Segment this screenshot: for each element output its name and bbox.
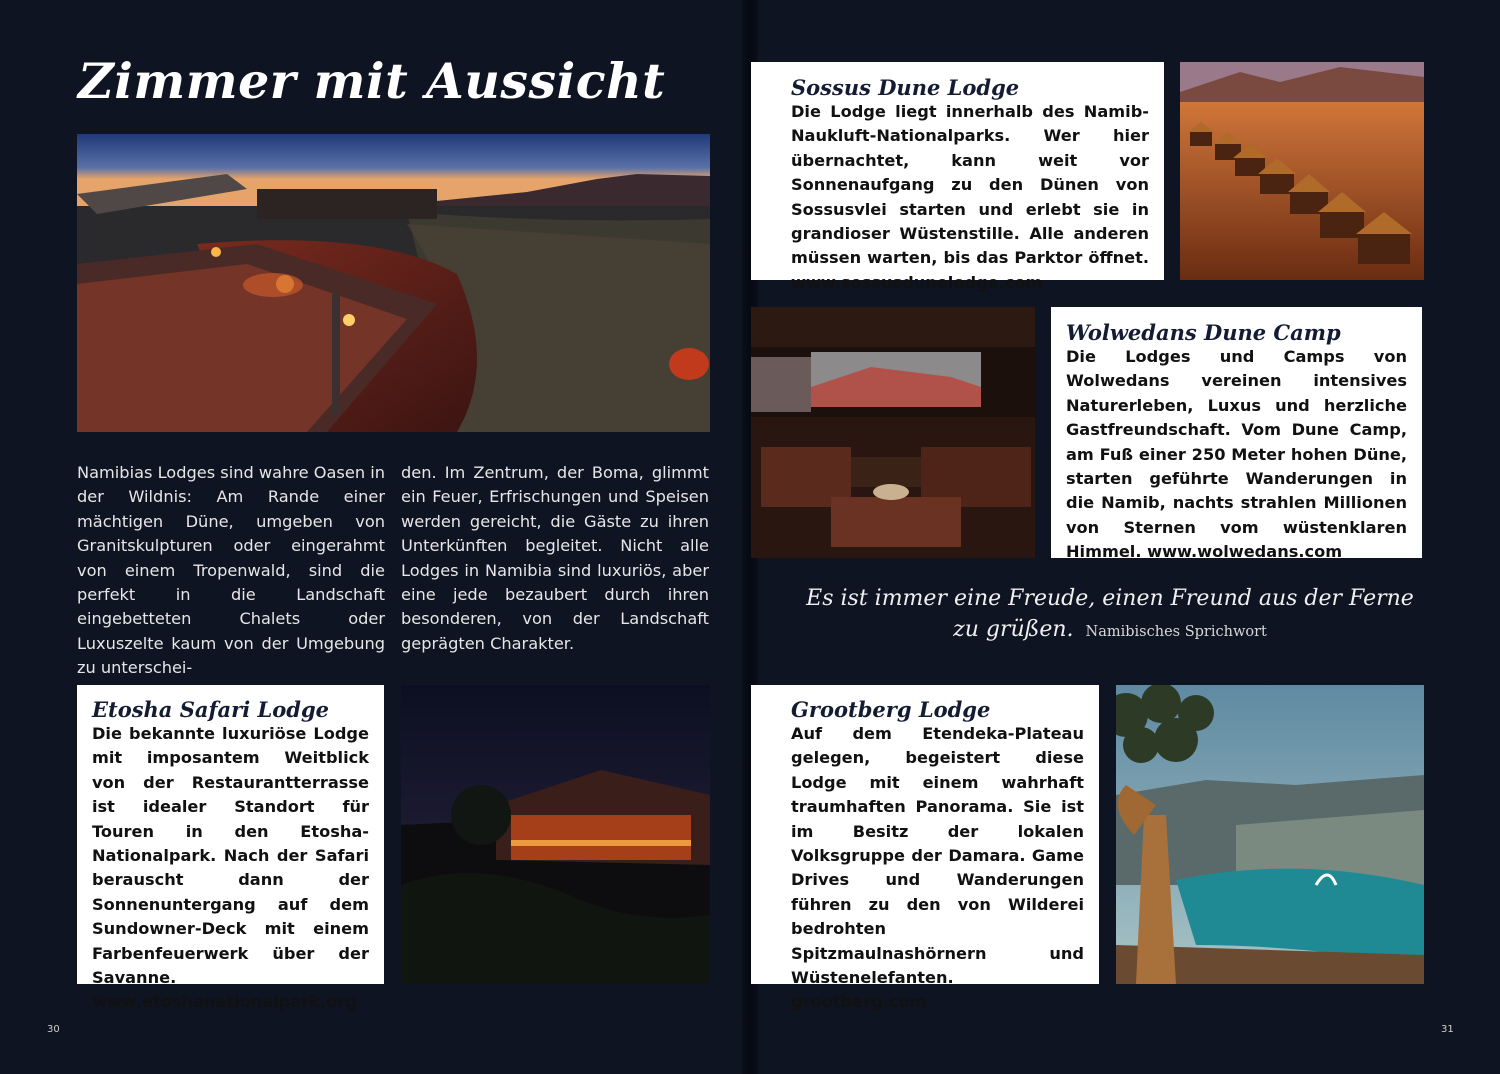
- sossus-lodge-box: [751, 62, 1164, 292]
- sossus-lodge-chalets-photo: [1180, 62, 1424, 280]
- wolwedans-camp-url[interactable]: www.wolwedans.com: [1141, 542, 1343, 562]
- grootberg-lodge-url[interactable]: grootberg.com: [791, 992, 927, 1012]
- wolwedans-camp-box: [1051, 307, 1422, 562]
- grootberg-lodge-text: Auf dem Etendeka-Plateau gelegen, begeistert diese Lodge mit einem wahrhaft traumhaften Panorama. Sie ist im Besitz der lokalen Volksgruppe der Damara. Game Drives und Wanderungen führen zu den von Wilderei bedrohten Spitzmaulnashörnern und Wüstenelefanten.: [791, 724, 1084, 988]
- etosha-lodge-box: [77, 685, 384, 1012]
- etosha-lodge-url[interactable]: www.etoshanationalpark.org: [92, 992, 357, 1012]
- wolwedans-camp-text: Die Lodges und Camps von Wolwedans vereinen intensives Naturerleben, Luxus und herzliche Gastfreundschaft. Vom Dune Camp, am Fuß einer 250 Meter hohen Düne, starten geführte Wanderungen in die Namib, nachts strahlen Millionen von Sternen vom wüstenklaren Himmel. www.wolwedans.com: [1066, 347, 1407, 562]
- page-number-left: 30: [47, 1024, 60, 1035]
- etosha-lodge-text: Die bekannte luxuriöse Lodge mit imposantem Weitblick von der Restaurantterrasse ist idealer Standort für Touren in den Etosha-Nationalpark. Nach der Safari berauscht dann der Sonnenuntergang auf dem Sundowner-Deck mit einem Farbenfeuerwerk über der Savanne.: [92, 724, 369, 988]
- sossus-lodge-text: Die Lodge liegt innerhalb des Namib-Naukluft-Nationalparks. Wer hier übernachtet, kann weit vor Sonnenaufgang zu den Dünen von Sossusvlei starten und erlebt sie in grandioser Wüstenstille. Alle anderen müssen warten, bis das Parktor öffnet. www.sossusdunelodge.com: [791, 102, 1149, 292]
- sossus-lodge-url[interactable]: www.sossusdunelodge.com: [791, 272, 1043, 292]
- grootberg-lodge-box: [751, 685, 1099, 1012]
- etosha-lodge-title: Etosha Safari Lodge: [92, 697, 329, 722]
- intro-column-2: den. Im Zentrum, der Boma, glimmt ein Feuer, Erfrischungen und Speisen werden gereicht, die Gäste zu ihren Unterkünften begleitet. Nicht alle Lodges in Namibia sind luxuriös, aber eine jede bezaubert durch ihren besonderen, von der Landschaft geprägten Charakter.: [401, 463, 709, 653]
- sossus-lodge-title: Sossus Dune Lodge: [791, 75, 1020, 100]
- wolwedans-lounge-photo: [751, 307, 1035, 558]
- wolwedans-camp-title: Wolwedans Dune Camp: [1066, 320, 1341, 345]
- grootberg-pool-baobab-photo: [1116, 685, 1424, 984]
- intro-column-1: Namibias Lodges sind wahre Oasen in der Wildnis: Am Rande einer mächtigen Düne, umgeben von Granitskulpturen oder eingerahmt von einem Tropenwald, sind die perfekt in die Landschaft eingebetteten Chalets oder Luxuszelte kaum von der Umgebung zu unterschei-: [77, 463, 385, 678]
- etosha-lodge-night-photo: [401, 685, 710, 984]
- page-headline: Zimmer mit Aussicht: [78, 52, 666, 110]
- page-number-right: 31: [1441, 1024, 1454, 1035]
- quote-source: Namibisches Sprichwort: [1085, 624, 1267, 640]
- quote-text: Es ist immer eine Freude, einen Freund aus der Ferne zu grüßen.: [806, 586, 1414, 642]
- proverb-quote: [800, 583, 1420, 648]
- grootberg-lodge-title: Grootberg Lodge: [791, 697, 991, 722]
- hero-lodge-deck-photo: [77, 134, 710, 432]
